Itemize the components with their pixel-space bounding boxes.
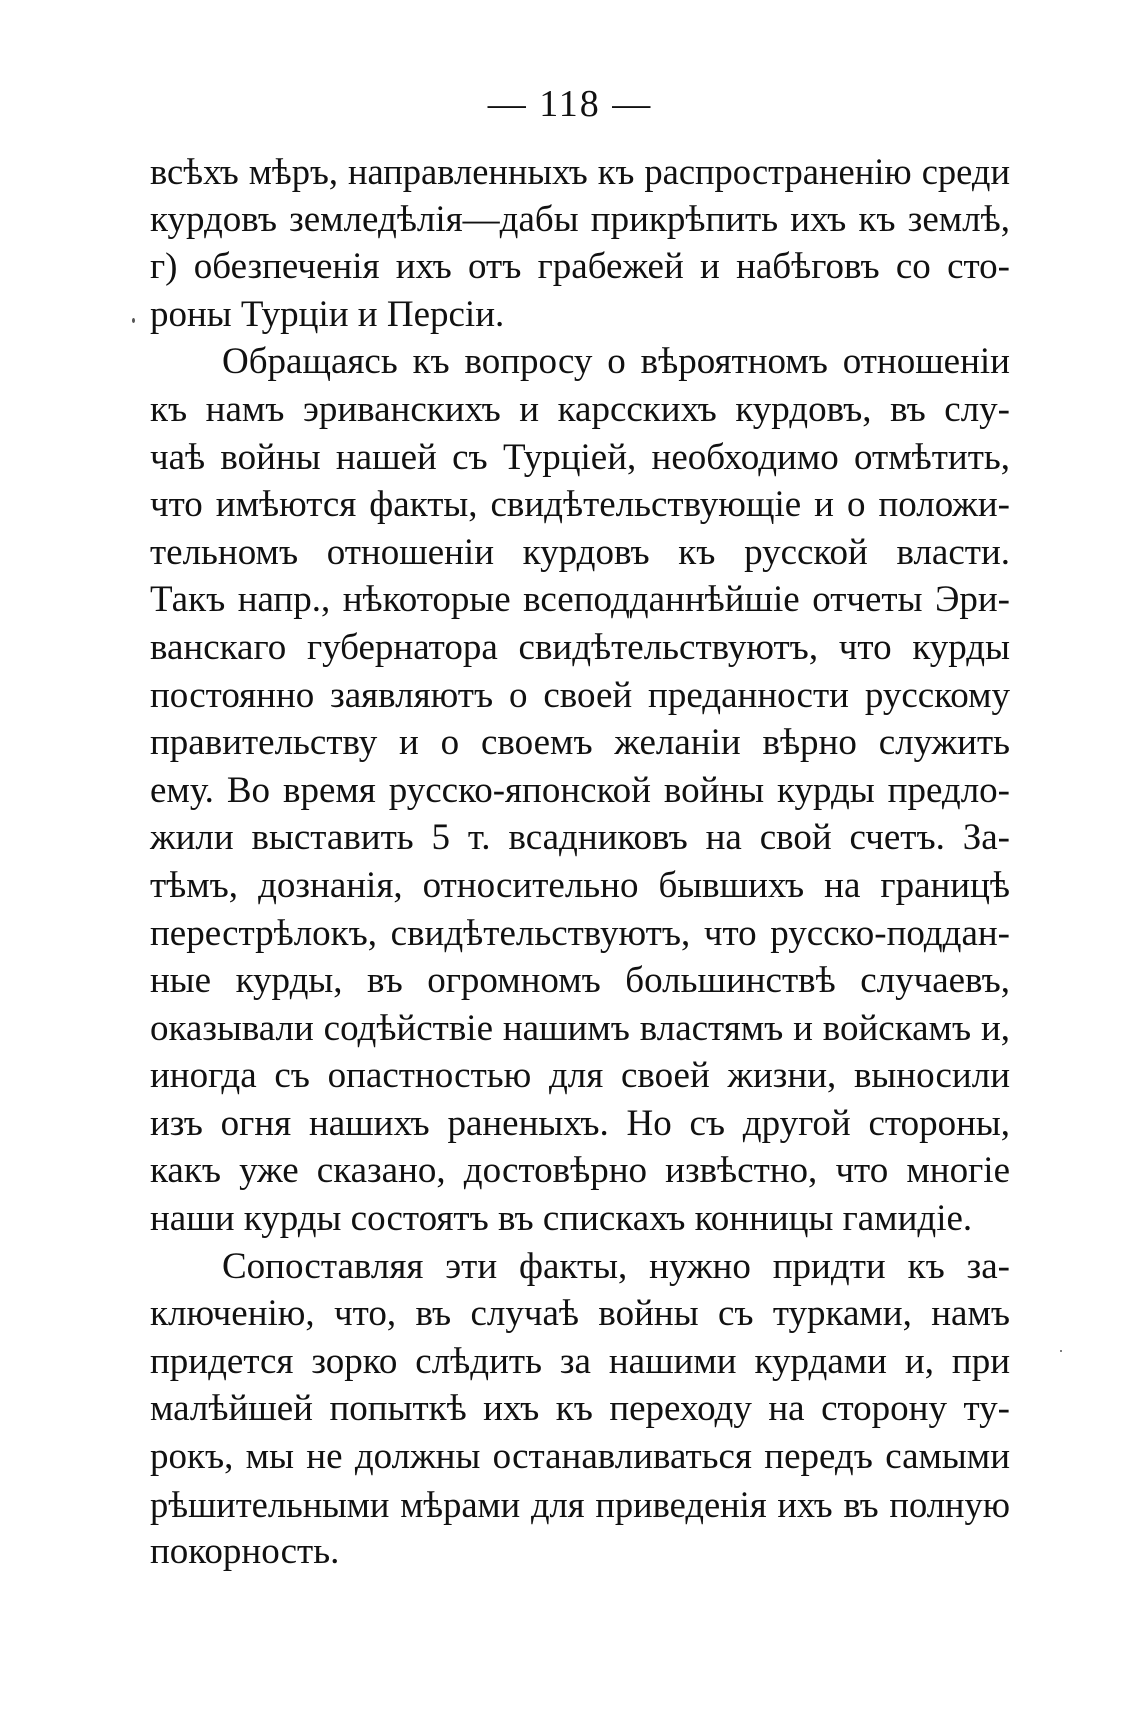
text-line: ванскаго губернатора свидѣтельствуютъ, что курды xyxy=(150,626,1010,668)
text-line: всѣхъ мѣръ, направленныхъ къ распространенію среди xyxy=(150,151,1010,192)
text-line: оказывали содѣйствіе нашимъ властямъ и войскамъ и, xyxy=(150,1007,1010,1049)
text-line: какъ уже сказано, достовѣрно извѣстно, что многіе xyxy=(150,1150,1010,1192)
text-line: г) обезпеченія ихъ отъ грабежей и набѣговъ со сто- xyxy=(150,246,1010,288)
text-line: Обращаясь къ вопросу о вѣроятномъ отношеніи xyxy=(222,341,1010,383)
page-number: — 118 — xyxy=(487,83,653,125)
text-line: рѣшительными мѣрами для приведенія ихъ въ полную xyxy=(150,1483,1010,1525)
text-line: постоянно заявляютъ о своей преданности русскому xyxy=(150,674,1010,716)
text-line: покорность. xyxy=(150,1531,340,1573)
text-line: что имѣются факты, свидѣтельствующіе и о положи- xyxy=(150,484,1010,526)
text-line: жили выставить 5 т. всадниковъ на свой счетъ. За- xyxy=(150,817,1010,859)
text-line: иногда съ опастностью для своей жизни, выносили xyxy=(150,1055,1010,1097)
text-line: тельномъ отношеніи курдовъ къ русской власти. xyxy=(150,531,1010,573)
text-line: изъ огня нашихъ раненыхъ. Но съ другой стороны, xyxy=(150,1102,1010,1144)
text-line: роны Турціи и Персіи. xyxy=(150,293,505,335)
body-text xyxy=(150,148,1010,1576)
text-line: Такъ напр., нѣкоторые всеподданнѣйшіе отчеты Эри- xyxy=(150,579,1010,621)
text-line: рокъ, мы не должны останавливаться передъ самыми xyxy=(150,1436,1010,1478)
text-line: ключенію, что, въ случаѣ войны съ турками, намъ xyxy=(150,1293,1010,1335)
text-line: курдовъ земледѣлія—дабы прикрѣпить ихъ къ землѣ, xyxy=(150,198,1010,240)
text-line: чаѣ войны нашей съ Турціей, необходимо отмѣтить, xyxy=(150,436,1010,478)
text-line: правительству и о своемъ желаніи вѣрно служить xyxy=(150,722,1010,764)
text-line: наши курды состоятъ въ спискахъ конницы гамидіе. xyxy=(150,1198,973,1240)
text-line: ему. Во время русско-японской войны курды предло- xyxy=(150,769,1010,811)
text-line: Сопоставляя эти факты, нужно придти къ за- xyxy=(222,1245,1010,1287)
scan-speck xyxy=(132,318,135,323)
text-line: къ намъ эриванскихъ и карсскихъ курдовъ, въ слу- xyxy=(150,388,1010,430)
text-line: придется зорко слѣдить за нашими курдами и, при xyxy=(150,1340,1010,1382)
text-line: тѣмъ, дознанія, относительно бывшихъ на границѣ xyxy=(150,864,1010,906)
scan-speck xyxy=(1060,1350,1062,1352)
text-line: ные курды, въ огромномъ большинствѣ случаевъ, xyxy=(150,960,1010,1002)
text-line: перестрѣлокъ, свидѣтельствуютъ, что русско-поддан- xyxy=(150,912,1010,954)
text-line: малѣйшей попыткѣ ихъ къ переходу на сторону ту- xyxy=(150,1388,1010,1430)
